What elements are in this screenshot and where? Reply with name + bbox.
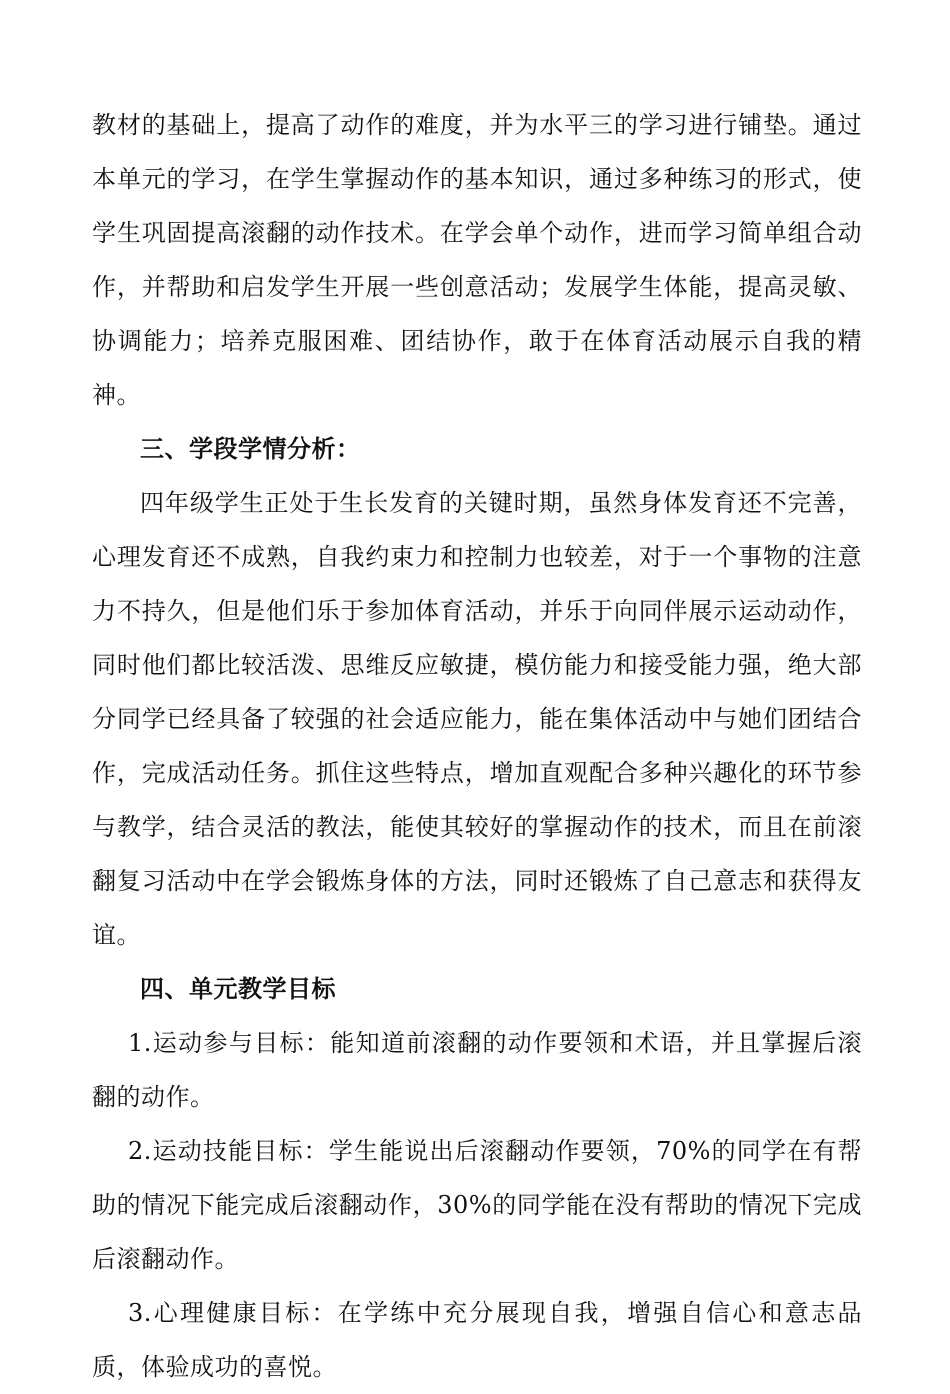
goal-item-skills: 2.运动技能目标：学生能说出后滚翻动作要领，70%的同学在有帮助的情况下能完成后滚翻动作，30%的同学能在没有帮助的情况下完成后滚翻动作。	[92, 1137, 862, 1273]
section-heading-learner-analysis: 三、学段学情分析：	[140, 435, 361, 463]
document-body	[92, 98, 862, 1394]
goal-item-mental-health: 3.心理健康目标：在学练中充分展现自我，增强自信心和意志品质，体验成功的喜悦。	[92, 1299, 862, 1381]
section-heading-unit-goals: 四、单元教学目标	[140, 975, 336, 1003]
learner-analysis-paragraph: 四年级学生正处于生长发育的关键时期，虽然身体发育还不完善，心理发育还不成熟，自我约束力和控制力也较差，对于一个事物的注意力不持久，但是他们乐于参加体育活动，并乐于向同伴展示运动动作，同时他们都比较活泼、思维反应敏捷，模仿能力和接受能力强，绝大部分同学已经具备了较强的社会适应能力，能在集体活动中与她们团结合作，完成活动任务。抓住这些特点，增加直观配合多种兴趣化的环节参与教学，结合灵活的教法，能使其较好的掌握动作的技术，而且在前滚翻复习活动中在学会锻炼身体的方法，同时还锻炼了自己意志和获得友谊。	[92, 489, 862, 949]
intro-paragraph: 教材的基础上，提高了动作的难度，并为水平三的学习进行铺垫。通过本单元的学习，在学生掌握动作的基本知识，通过多种练习的形式，使学生巩固提高滚翻的动作技术。在学会单个动作，进而学习简单组合动作，并帮助和启发学生开展一些创意活动；发展学生体能，提高灵敏、协调能力；培养克服困难、团结协作，敢于在体育活动展示自我的精神。	[92, 111, 862, 409]
goal-item-participation: 1.运动参与目标：能知道前滚翻的动作要领和术语，并且掌握后滚翻的动作。	[92, 1029, 862, 1111]
